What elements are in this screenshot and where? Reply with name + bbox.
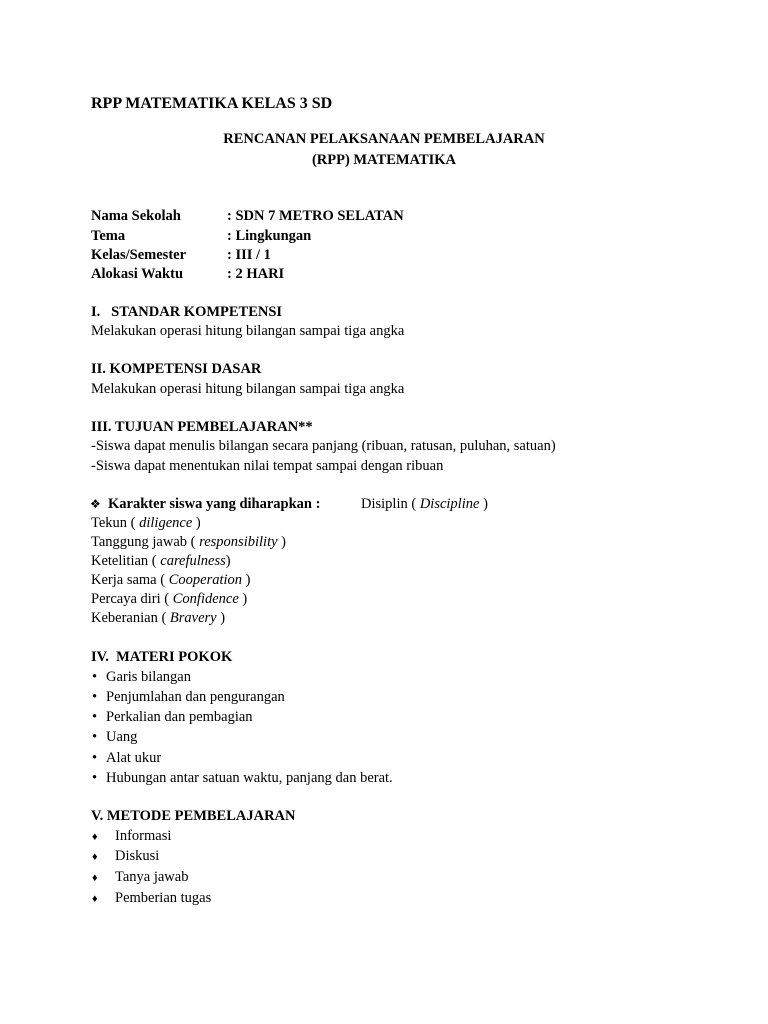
- bullet-icon: •: [92, 669, 98, 685]
- diamond-bullet-icon: ♦: [92, 872, 98, 884]
- bullet-icon: •: [92, 750, 98, 766]
- page-title: RPP MATEMATIKA KELAS 3 SD: [91, 95, 333, 112]
- karakter-heading: Karakter siswa yang diharapkan :: [108, 496, 321, 512]
- section-heading-tujuan: III. TUJUAN PEMBELAJARAN**: [91, 419, 313, 435]
- list-item: Garis bilangan: [106, 669, 191, 685]
- karakter-item: Tekun ( diligence ): [91, 515, 201, 531]
- bullet-icon: •: [92, 770, 98, 786]
- karakter-item: Kerja sama ( Cooperation ): [91, 572, 251, 588]
- karakter-marker-icon: ❖: [90, 497, 101, 511]
- list-item: Uang: [106, 729, 138, 745]
- bullet-icon: •: [92, 689, 98, 705]
- bullet-icon: •: [92, 709, 98, 725]
- list-item: Tanya jawab: [115, 869, 189, 885]
- identity-value-school: : SDN 7 METRO SELATAN: [227, 208, 404, 224]
- tujuan-line-2: -Siswa dapat menentukan nilai tempat sampai dengan ribuan: [91, 458, 444, 474]
- identity-value-time: : 2 HARI: [227, 266, 285, 282]
- identity-label-school: Nama Sekolah: [91, 208, 181, 224]
- section-text-standar: Melakukan operasi hitung bilangan sampai tiga angka: [91, 323, 405, 339]
- identity-value-theme: : Lingkungan: [227, 228, 312, 244]
- list-item: Perkalian dan pembagian: [106, 709, 253, 725]
- karakter-item: Keberanian ( Bravery ): [91, 610, 226, 626]
- identity-label-theme: Tema: [91, 228, 126, 244]
- diamond-bullet-icon: ♦: [92, 893, 98, 905]
- list-item: Alat ukur: [106, 750, 162, 766]
- section-heading-kompetensi: II. KOMPETENSI DASAR: [91, 361, 262, 377]
- list-item: Hubungan antar satuan waktu, panjang dan berat.: [106, 770, 393, 786]
- list-item: Diskusi: [115, 848, 160, 864]
- section-heading-standar: I. STANDAR KOMPETENSI: [91, 304, 283, 320]
- section-heading-metode: V. METODE PEMBELAJARAN: [91, 808, 296, 824]
- karakter-item: Tanggung jawab ( responsibility ): [91, 534, 286, 550]
- tujuan-line-1: -Siswa dapat menulis bilangan secara panjang (ribuan, ratusan, puluhan, satuan): [91, 438, 556, 454]
- identity-label-time: Alokasi Waktu: [91, 266, 184, 282]
- diamond-bullet-icon: ♦: [92, 851, 98, 863]
- section-text-kompetensi: Melakukan operasi hitung bilangan sampai tiga angka: [91, 381, 405, 397]
- identity-label-class: Kelas/Semester: [91, 247, 187, 263]
- document-subtitle-1: RENCANAN PELAKSANAAN PEMBELAJARAN: [223, 131, 545, 147]
- document-subtitle-2: (RPP) MATEMATIKA: [311, 152, 457, 168]
- bullet-icon: •: [92, 729, 98, 745]
- identity-value-class: : III / 1: [227, 247, 271, 263]
- section-heading-materi: IV. MATERI POKOK: [91, 649, 233, 665]
- diamond-bullet-icon: ♦: [92, 831, 98, 843]
- list-item: Informasi: [115, 828, 172, 844]
- list-item: Pemberian tugas: [115, 890, 212, 906]
- karakter-item: Disiplin ( Discipline ): [361, 496, 488, 512]
- list-item: Penjumlahan dan pengurangan: [106, 689, 285, 705]
- karakter-item: Percaya diri ( Confidence ): [91, 591, 248, 607]
- karakter-item: Ketelitian ( carefulness): [91, 553, 231, 569]
